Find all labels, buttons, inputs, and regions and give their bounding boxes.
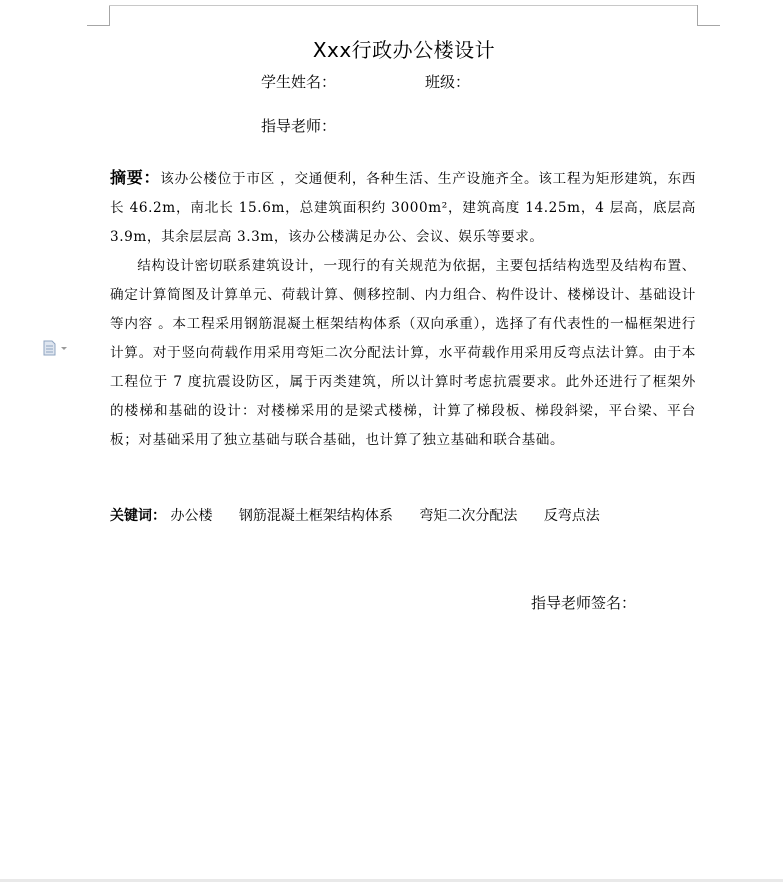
keyword-item: 钢筋混凝土框架结构体系 [238, 508, 393, 524]
abstract-section [110, 163, 696, 455]
advisor-signature-label: 指导老师签名： [531, 594, 637, 612]
keyword-item: 办公楼 [170, 508, 213, 524]
page-top-edge [109, 5, 697, 6]
keywords-line [110, 505, 622, 527]
keywords-label: 关键词： [110, 508, 166, 524]
document-layout-icon[interactable] [43, 340, 69, 356]
advisor-label: 指导老师： [261, 117, 337, 135]
class-label: 班级： [425, 73, 471, 91]
abstract-text-1: 该办公楼位于市区 ，交通便利，各种生活、生产设施齐全。该工程为矩形建筑，东西长 46.2m，南北长 15.6m，总建筑面积约 3000m²，建筑高度 14.25m，4 层高，底层高 3.9m，其余层层高 3.3m，该办公楼满足办公、会议、娱乐等要求。 [110, 171, 696, 245]
top-right-margin-mark [697, 5, 720, 26]
document-title: Xxx行政办公楼设计 [312, 38, 496, 62]
keyword-item: 弯矩二次分配法 [419, 508, 518, 524]
abstract-paragraph-1 [110, 163, 696, 252]
abstract-lead: 摘要： [110, 168, 161, 187]
abstract-paragraph-2: 结构设计密切联系建筑设计，一现行的有关规范为依据，主要包括结构选型及结构布置、确定计算简图及计算单元、荷载计算、侧移控制、内力组合、构件设计、楼梯设计、基础设计等内容 。本工程采用钢筋混凝土框架结构体系（双向承重），选择了有代表性的一榀框架进行计算。对于竖向荷载作用采用弯矩二次分配法计算，水平荷载作用采用反弯点法计算。由于本工程位于 7 度抗震设防区，属于丙类建筑，所以计算时考虑抗震要求。此外还进行了框架外的楼梯和基础的设计：对楼梯采用的是梁式楼梯，计算了梯段板、梯段斜梁，平台梁、平台板；对基础采用了独立基础与联合基础，也计算了独立基础和联合基础。 [110, 258, 696, 448]
keyword-item: 反弯点法 [543, 508, 600, 524]
student-name-label: 学生姓名： [261, 73, 337, 91]
top-left-margin-mark [87, 5, 110, 26]
